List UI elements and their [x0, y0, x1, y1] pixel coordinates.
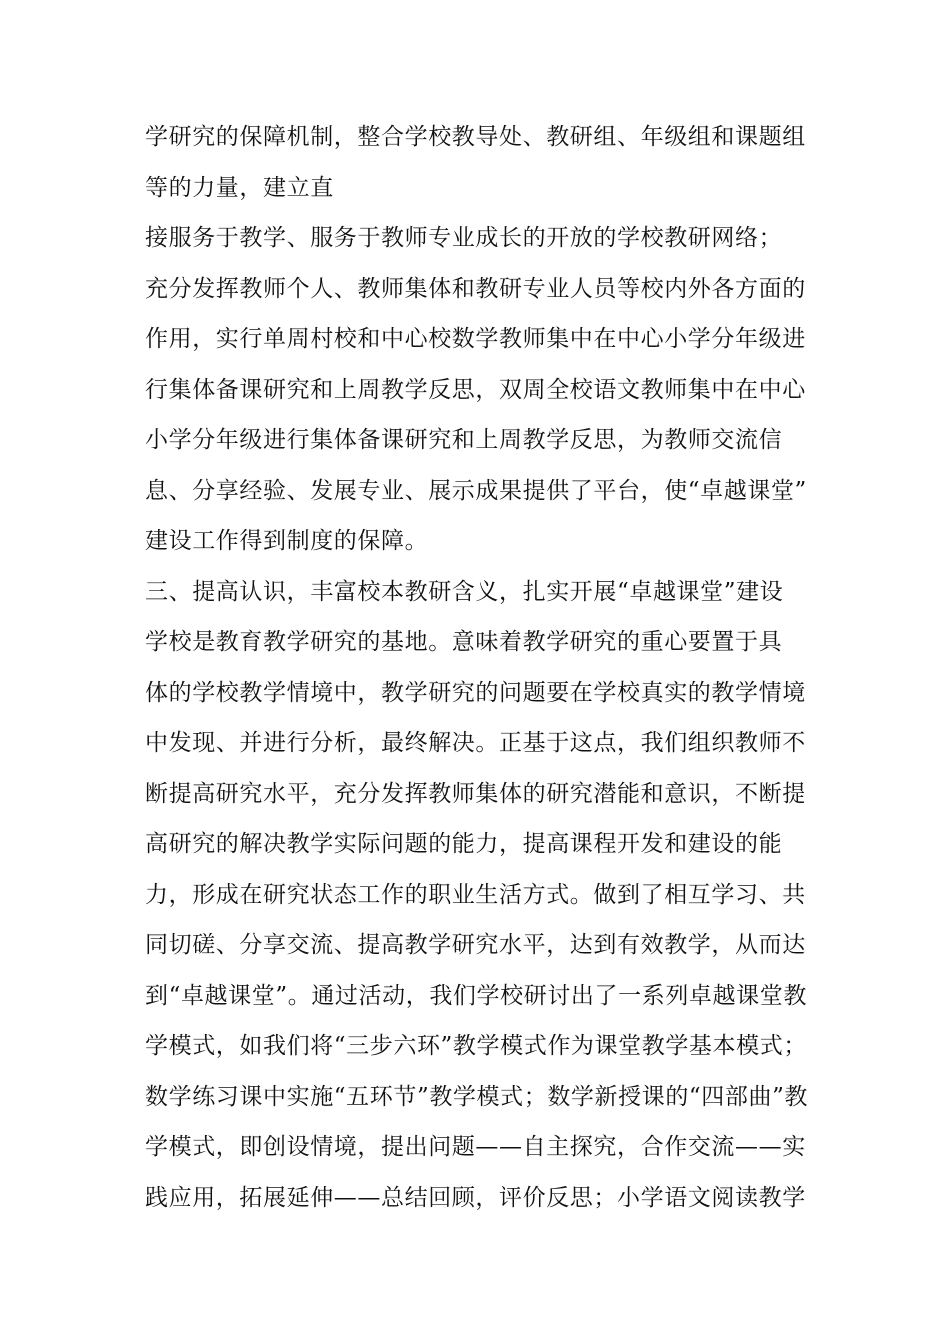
section-heading: 三、提高认识，丰富校本教研含义，扎实开展“卓越课堂”建设	[145, 578, 784, 605]
text-line: 行集体备课研究和上周教学反思，双周全校语文教师集中在中心	[145, 376, 806, 403]
text-line: 学校是教育教学研究的基地。意味着教学研究的重心要置于具	[145, 629, 783, 655]
text-line: 充分发挥教师个人、教师集体和教研专业人员等校内外各方面的	[145, 275, 806, 302]
text-line: 断提高研究水平，充分发挥教师集体的研究潜能和意识，不断提	[145, 780, 806, 807]
text-line: 到“卓越课堂”。通过活动，我们学校研讨出了一系列卓越课堂教	[145, 982, 807, 1009]
text-line: 等的力量，建立直	[145, 174, 334, 201]
text-line: 高研究的解决教学实际问题的能力，提高课程开发和建设的能	[145, 831, 783, 857]
text-line: 学模式，如我们将“三步六环”教学模式作为课堂教学基本模式；	[145, 1033, 807, 1059]
body-text	[145, 112, 810, 1223]
text-line: 接服务于教学、服务于教师专业成长的开放的学校教研网络；	[145, 225, 783, 251]
text-line: 息、分享经验、发展专业、展示成果提供了平台，使“卓越课堂”	[145, 477, 807, 504]
text-line: 小学分年级进行集体备课研究和上周教学反思，为教师交流信	[145, 427, 783, 453]
text-line: 中发现、并进行分析，最终解决。正基于这点，我们组织教师不	[145, 730, 806, 756]
text-line: 学模式，即创设情境，提出问题——自主探究，合作交流——实	[145, 1134, 806, 1160]
text-line: 作用，实行单周村校和中心校数学教师集中在中心小学分年级进	[145, 326, 806, 352]
text-line: 力，形成在研究状态工作的职业生活方式。做到了相互学习、共	[145, 881, 806, 908]
text-line: 体的学校教学情境中，教学研究的问题要在学校真实的教学情境	[145, 679, 806, 706]
text-line: 践应用，拓展延伸——总结回顾，评价反思；小学语文阅读教学	[145, 1184, 806, 1211]
text-line: 同切磋、分享交流、提高教学研究水平，达到有效教学，从而达	[145, 932, 806, 958]
text-line: 建设工作得到制度的保障。	[145, 528, 429, 554]
text-line: 学研究的保障机制，整合学校教导处、教研组、年级组和课题组	[145, 124, 806, 150]
text-line: 数学练习课中实施“五环节”教学模式；数学新授课的“四部曲”教	[145, 1083, 809, 1110]
